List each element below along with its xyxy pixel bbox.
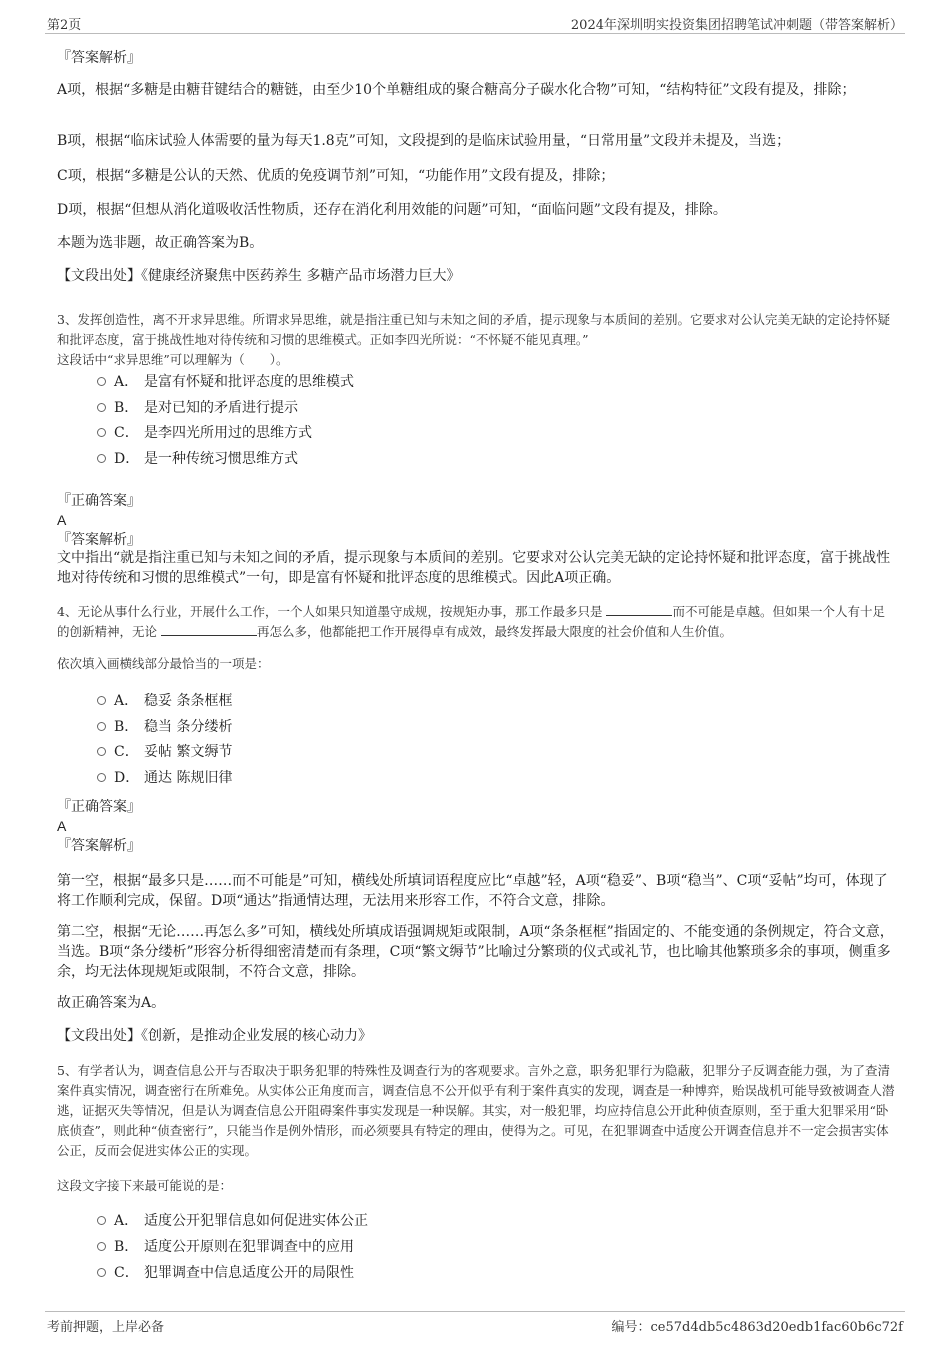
q4-option-b[interactable] bbox=[97, 716, 232, 738]
option-text: 适度公开原则在犯罪调查中的应用 bbox=[144, 1239, 354, 1255]
q5-question: 这段文字接下来最可能说的是： bbox=[57, 1178, 233, 1193]
radio-icon[interactable] bbox=[97, 747, 106, 756]
q5-option-a[interactable] bbox=[97, 1210, 368, 1232]
radio-icon[interactable] bbox=[97, 696, 106, 705]
q3-stem: 3、发挥创造性，离不开求异思维。所谓求异思维，就是指注重已知与未知之间的矛盾，提示现象与本质间的差别。它要求对公认完美无缺的定论持怀疑和批评态度，富于挑战性地对待传统和习惯的思维模式。正如李四光所说：“不怀疑不能见真理。” bbox=[57, 312, 890, 347]
fill-blank-2 bbox=[161, 622, 257, 636]
radio-icon[interactable] bbox=[97, 403, 106, 412]
q4-stem-part2: 而不可能是卓越。但如果一个人有十足的创新精神，无论 bbox=[57, 604, 885, 639]
footer-code: 编号：ce57d4db5c4863d20edb1fac60b6c72f bbox=[611, 1320, 903, 1335]
page-header bbox=[45, 14, 905, 34]
option-letter: A． bbox=[114, 374, 139, 390]
page-number: 第2页 bbox=[47, 18, 82, 33]
q2-analysis-a: A项，根据“多糖是由糖苷键结合的糖链，由至少10个单糖组成的聚合糖高分子碳水化合物”可知，“结构特征”文段有提及，排除； bbox=[57, 82, 856, 98]
footer-slogan: 考前押题，上岸必备 bbox=[47, 1320, 165, 1335]
option-letter: A． bbox=[114, 1213, 139, 1229]
option-text: 犯罪调查中信息适度公开的局限性 bbox=[144, 1265, 354, 1281]
q4-analysis-2: 第二空，根据“无论……再怎么多”可知，横线处所填成语强调规矩或限制，A项“条条框框”指固定的、不能变通的条例规定，符合文意，当选。B项“条分缕析”形容分析得细密清楚而有条理，C项“繁文缛节”比喻过分繁琐的仪式或礼节，也比喻其他繁琐多余的事项，侧重多余，均无法体现规矩或限制，不符合文意，排除。 bbox=[57, 924, 894, 980]
option-text: 妥帖 繁文缛节 bbox=[144, 744, 233, 760]
document-title: 2024年深圳明实投资集团招聘笔试冲刺题（带答案解析） bbox=[570, 18, 903, 33]
option-text: 稳妥 条条框框 bbox=[144, 693, 233, 709]
option-letter: C． bbox=[114, 744, 139, 760]
q2-source: 【文段出处】《健康经济聚焦中医药养生 多糖产品市场潜力巨大》 bbox=[57, 268, 461, 284]
q3-analysis-label: 『答案解析』 bbox=[57, 532, 141, 548]
option-letter: C． bbox=[114, 1265, 139, 1281]
option-text: 通达 陈规旧律 bbox=[144, 770, 233, 786]
option-text: 是李四光所用过的思维方式 bbox=[144, 425, 312, 441]
q2-analysis-b: B项，根据“临床试验人体需要的量为每天1.8克”可知，文段提到的是临床试验用量，“日常用量”文段并未提及，当选； bbox=[57, 133, 791, 149]
option-letter: A． bbox=[114, 693, 139, 709]
option-letter: D． bbox=[114, 451, 140, 467]
q4-option-c[interactable] bbox=[97, 741, 232, 763]
q3-question: 这段话中“求异思维”可以理解为（ ）。 bbox=[57, 352, 289, 367]
q4-analysis-label: 『答案解析』 bbox=[57, 838, 141, 854]
option-letter: C． bbox=[114, 425, 139, 441]
q3-option-d[interactable] bbox=[97, 448, 298, 470]
q3-option-a[interactable] bbox=[97, 371, 354, 393]
q4-analysis-1: 第一空，根据“最多只是……而不可能是”可知，横线处所填词语程度应比“卓越”轻，A项“稳妥”、B项“稳当”、C项“妥帖”均可，体现了将工作顺利完成，保留。D项“通达”指通情达理，无法用来形容工作，不符合文意，排除。 bbox=[57, 873, 888, 909]
radio-icon[interactable] bbox=[97, 428, 106, 437]
radio-icon[interactable] bbox=[97, 722, 106, 731]
q3-correct-label: 『正确答案』 bbox=[57, 493, 141, 509]
radio-icon[interactable] bbox=[97, 377, 106, 386]
q4-option-d[interactable] bbox=[97, 767, 232, 789]
radio-icon[interactable] bbox=[97, 454, 106, 463]
option-letter: D． bbox=[114, 770, 140, 786]
radio-icon[interactable] bbox=[97, 1268, 106, 1277]
radio-icon[interactable] bbox=[97, 773, 106, 782]
q2-analysis-c: C项，根据“多糖是公认的天然、优质的免疫调节剂”可知，“功能作用”文段有提及，排除； bbox=[57, 168, 615, 184]
option-letter: B． bbox=[114, 400, 139, 416]
q5-option-c[interactable] bbox=[97, 1262, 354, 1284]
option-text: 是富有怀疑和批评态度的思维模式 bbox=[144, 374, 354, 390]
option-text: 是一种传统习惯思维方式 bbox=[144, 451, 298, 467]
q4-conclusion: 故正确答案为A。 bbox=[57, 995, 166, 1011]
q4-stem bbox=[57, 602, 897, 642]
q3-option-c[interactable] bbox=[97, 422, 312, 444]
fill-blank-1 bbox=[606, 602, 672, 616]
option-letter: B． bbox=[114, 719, 139, 735]
q2-analysis-label: 『答案解析』 bbox=[57, 50, 141, 66]
q3-option-b[interactable] bbox=[97, 397, 298, 419]
q4-stem-part1: 4、无论从事什么行业，开展什么工作，一个人如果只知道墨守成规，按规矩办事，那工作最多只是 bbox=[57, 604, 603, 619]
q4-correct-value: A bbox=[57, 818, 67, 834]
q4-question: 依次填入画横线部分最恰当的一项是： bbox=[57, 656, 270, 671]
q5-option-b[interactable] bbox=[97, 1236, 354, 1258]
q4-source: 【文段出处】《创新，是推动企业发展的核心动力》 bbox=[57, 1028, 372, 1044]
option-text: 是对已知的矛盾进行提示 bbox=[144, 400, 298, 416]
option-text: 稳当 条分缕析 bbox=[144, 719, 233, 735]
radio-icon[interactable] bbox=[97, 1242, 106, 1251]
q3-analysis: 文中指出“就是指注重已知与未知之间的矛盾，提示现象与本质间的差别。它要求对公认完美无缺的定论持怀疑和批评态度，富于挑战性地对待传统和习惯的思维模式”一句，即是富有怀疑和批评态度的思维模式。因此A项正确。 bbox=[57, 550, 891, 586]
q3-correct-value: A bbox=[57, 512, 67, 528]
q2-analysis-d: D项，根据“但想从消化道吸收活性物质，还存在消化利用效能的问题”可知，“面临问题”文段有提及，排除。 bbox=[57, 202, 727, 218]
page-footer bbox=[45, 1311, 905, 1333]
q4-correct-label: 『正确答案』 bbox=[57, 799, 141, 815]
option-text: 适度公开犯罪信息如何促进实体公正 bbox=[144, 1213, 368, 1229]
option-letter: B． bbox=[114, 1239, 139, 1255]
q4-stem-part3: 再怎么多，他都能把工作开展得卓有成效，最终发挥最大限度的社会价值和人生价值。 bbox=[257, 624, 733, 639]
q2-conclusion: 本题为选非题，故正确答案为B。 bbox=[57, 235, 264, 251]
q4-option-a[interactable] bbox=[97, 690, 232, 712]
radio-icon[interactable] bbox=[97, 1216, 106, 1225]
q5-stem: 5、有学者认为，调查信息公开与否取决于职务犯罪的特殊性及调查行为的客观要求。言外之意，职务犯罪行为隐蔽，犯罪分子反调查能力强，为了查清案件真实情况，调查密行在所难免。从实体公正角度而言，调查信息不公开似乎有利于案件真实的发现，调查是一种博弈，贻误战机可能导致被调查人潜逃，证据灭失等情况，但是认为调查信息公开阻碍案件事实发现是一种误解。其实，对一般犯罪，均应持信息公开此种侦查原则，至于重大犯罪采用“卧底侦查”，则此种“侦查密行”，只能当作是例外情形，而必须要具有特定的理由，使得为之。可见，在犯罪调查中适度公开调查信息并不一定会损害实体公正，反而会促进实体公正的实现。 bbox=[57, 1063, 895, 1158]
